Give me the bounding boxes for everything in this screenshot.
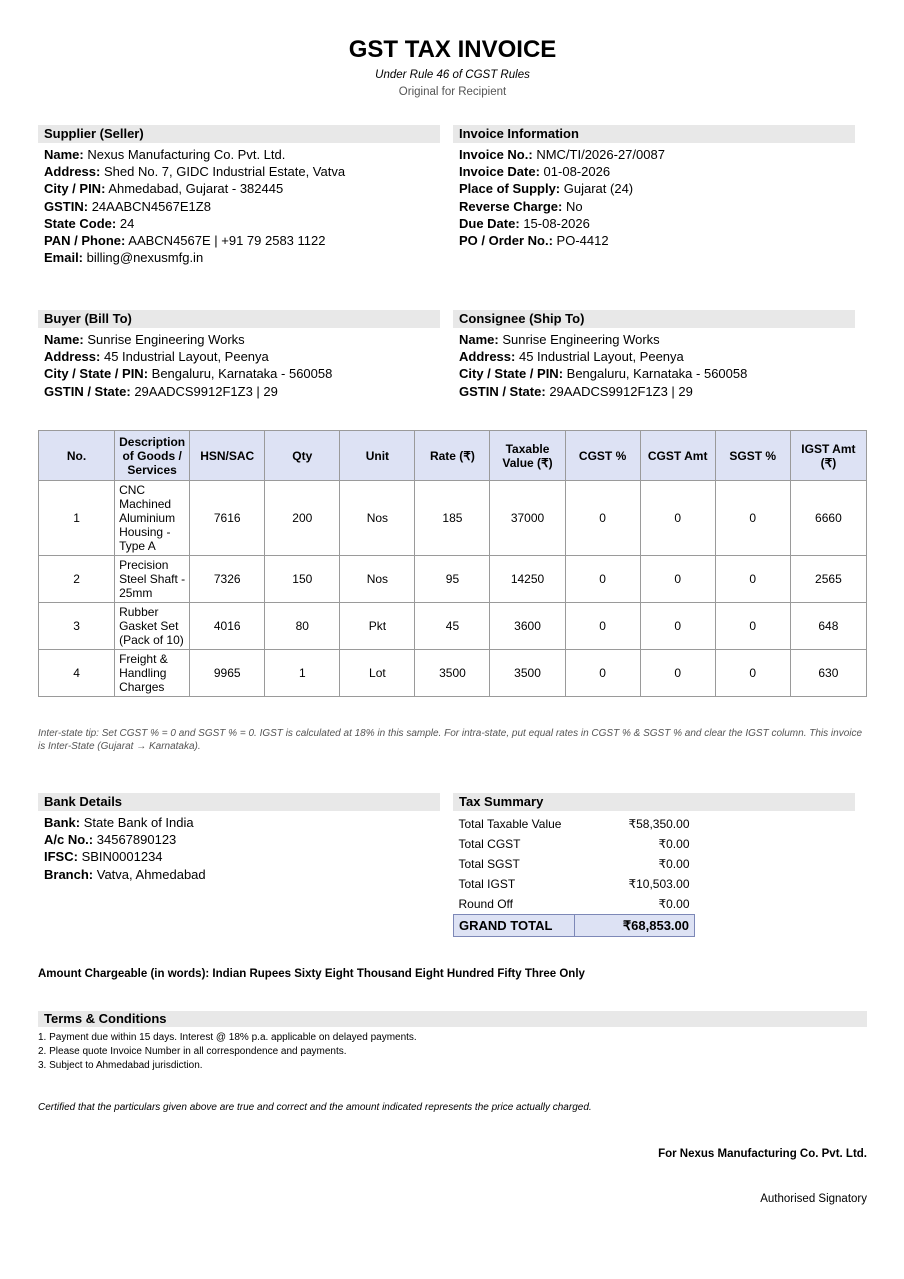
grand-total-label: GRAND TOTAL [454, 915, 575, 937]
detail-value: SBIN0001234 [81, 849, 163, 865]
item-description: Precision Steel Shaft - 25mm [115, 556, 190, 603]
items-header-row [39, 431, 867, 481]
invoice-info-heading: Invoice Information [453, 125, 855, 143]
consignee-heading: Consignee (Ship To) [453, 310, 855, 328]
buyer-details [38, 328, 440, 400]
table-row [39, 603, 867, 650]
item-unit: Pkt [340, 603, 415, 650]
item-cgst-amount: 0 [640, 603, 715, 650]
terms-heading: Terms & Conditions [38, 1011, 867, 1027]
detail-label: Address: [44, 349, 101, 365]
item-hsn: 7616 [190, 481, 265, 556]
item-cgst-amount: 0 [640, 556, 715, 603]
col-header: SGST % [715, 431, 790, 481]
detail-row [459, 331, 849, 348]
terms-item: 3. Subject to Ahmedabad jurisdiction. [38, 1060, 203, 1071]
detail-value: Bengaluru, Karnataka - 560058 [566, 366, 748, 382]
supplier-heading: Supplier (Seller) [38, 125, 440, 143]
detail-label: IFSC: [44, 849, 78, 865]
item-taxable-value: 14250 [490, 556, 565, 603]
table-row [39, 481, 867, 556]
invoice-info-details [453, 143, 855, 249]
consignee-section [453, 310, 855, 400]
bank-section [38, 793, 440, 883]
tax-amount: ₹0.00 [658, 897, 690, 911]
col-header: HSN/SAC [190, 431, 265, 481]
col-header: Rate (₹) [415, 431, 490, 481]
supplier-section [38, 125, 440, 266]
item-qty: 1 [265, 650, 340, 697]
item-rate: 185 [415, 481, 490, 556]
detail-label: PAN / Phone: [44, 233, 126, 249]
detail-row [44, 215, 434, 232]
detail-value: Vatva, Ahmedabad [96, 866, 206, 882]
item-igst-amount: 2565 [790, 556, 866, 603]
item-hsn: 7326 [190, 556, 265, 603]
buyer-section [38, 310, 440, 400]
detail-label: State Code: [44, 215, 117, 231]
item-cgst-rate: 0 [565, 481, 640, 556]
item-rate: 95 [415, 556, 490, 603]
col-header: No. [39, 431, 115, 481]
detail-value: Sunrise Engineering Works [87, 332, 245, 347]
tax-label: Total Taxable Value [458, 817, 562, 831]
detail-row [44, 232, 434, 249]
detail-label: A/c No.: [44, 832, 94, 848]
item-igst-amount: 630 [790, 650, 866, 697]
detail-label: Name: [44, 147, 84, 162]
for-company-label: For Nexus Manufacturing Co. Pvt. Ltd. [658, 1148, 867, 1160]
detail-row [459, 163, 849, 180]
item-unit: Nos [340, 481, 415, 556]
detail-label: GSTIN: [44, 198, 89, 214]
detail-label: City / State / PIN: [44, 366, 149, 382]
detail-label: GSTIN / State: [459, 383, 546, 399]
tax-summary-table [453, 814, 695, 937]
col-header: Qty [265, 431, 340, 481]
item-no: 2 [39, 556, 115, 603]
detail-label: Invoice No.: [459, 147, 533, 162]
item-qty: 80 [265, 603, 340, 650]
detail-label: Place of Supply: [459, 181, 561, 197]
detail-label: City / PIN: [44, 181, 106, 197]
item-description: Rubber Gasket Set (Pack of 10) [115, 603, 190, 650]
col-header: Unit [340, 431, 415, 481]
col-header: Description of Goods / Services [115, 431, 190, 481]
detail-row [44, 814, 434, 831]
detail-value: No [565, 198, 583, 214]
item-sgst-rate: 0 [715, 481, 790, 556]
detail-value: Shed No. 7, GIDC Industrial Estate, Vatva [103, 164, 346, 180]
invoice-info-section [453, 125, 855, 249]
detail-value: Nexus Manufacturing Co. Pvt. Ltd. [87, 147, 286, 162]
col-header: CGST Amt [640, 431, 715, 481]
item-unit: Lot [340, 650, 415, 697]
buyer-heading: Buyer (Bill To) [38, 310, 440, 328]
item-hsn: 4016 [190, 603, 265, 650]
item-igst-amount: 648 [790, 603, 866, 650]
detail-label: Due Date: [459, 215, 520, 231]
tax-label: Round Off [458, 897, 513, 911]
item-no: 1 [39, 481, 115, 556]
detail-label: Name: [459, 332, 499, 347]
detail-value: Bengaluru, Karnataka - 560058 [151, 366, 333, 382]
detail-row [459, 180, 849, 197]
detail-row [459, 348, 849, 365]
grand-total-row [454, 915, 695, 937]
tax-summary-row [454, 874, 695, 894]
item-unit: Nos [340, 556, 415, 603]
tax-summary-row [454, 894, 695, 915]
col-header: Taxable Value (₹) [490, 431, 565, 481]
detail-row [459, 146, 849, 163]
table-row [39, 556, 867, 603]
detail-value: 34567890123 [96, 832, 177, 848]
bank-heading: Bank Details [38, 793, 440, 811]
grand-total-value: ₹68,853.00 [575, 915, 695, 937]
tax-amount: ₹0.00 [658, 837, 690, 851]
item-rate: 45 [415, 603, 490, 650]
supplier-details [38, 143, 440, 266]
detail-value: 01-08-2026 [543, 164, 611, 180]
item-taxable-value: 3500 [490, 650, 565, 697]
detail-label: Branch: [44, 866, 94, 882]
invoice-title: GST TAX INVOICE [348, 36, 557, 63]
item-qty: 200 [265, 481, 340, 556]
detail-row [44, 198, 434, 215]
item-description: Freight & Handling Charges [115, 650, 190, 697]
detail-row [44, 848, 434, 865]
col-header: IGST Amt (₹) [790, 431, 866, 481]
tax-amount: ₹0.00 [658, 857, 690, 871]
detail-value: Gujarat (24) [563, 181, 634, 197]
detail-row [44, 365, 434, 382]
detail-value: Ahmedabad, Gujarat - 382445 [108, 181, 284, 197]
item-cgst-rate: 0 [565, 603, 640, 650]
tax-label: Total CGST [458, 837, 521, 851]
detail-value: 15-08-2026 [523, 215, 590, 231]
detail-value: 45 Industrial Layout, Peenya [103, 349, 269, 365]
tax-amount: ₹58,350.00 [628, 817, 690, 831]
item-no: 4 [39, 650, 115, 697]
item-rate: 3500 [415, 650, 490, 697]
detail-row [459, 198, 849, 215]
detail-row [44, 180, 434, 197]
item-igst-amount: 6660 [790, 481, 866, 556]
tax-amount: ₹10,503.00 [628, 877, 690, 891]
item-taxable-value: 3600 [490, 603, 565, 650]
detail-value: 24AABCN4567E1Z8 [91, 198, 211, 214]
tax-label: Total SGST [458, 857, 520, 871]
detail-label: Name: [44, 332, 84, 347]
item-taxable-value: 37000 [490, 481, 565, 556]
detail-row [459, 232, 849, 249]
items-table [38, 430, 867, 697]
detail-row [44, 831, 434, 848]
items-body [39, 481, 867, 697]
detail-value: 45 Industrial Layout, Peenya [518, 349, 684, 365]
item-no: 3 [39, 603, 115, 650]
item-cgst-amount: 0 [640, 650, 715, 697]
detail-row [44, 249, 434, 266]
bank-details [38, 811, 440, 883]
detail-label: Address: [44, 164, 101, 180]
certification-text: Certified that the particulars given above are true and correct and the amount indicated represents the price actually charged. [38, 1102, 592, 1113]
detail-value: 29AADCS9912F1Z3 | 29 [549, 383, 693, 399]
tax-summary-row [454, 834, 695, 854]
copy-label: Original for Recipient [398, 86, 507, 98]
detail-row [44, 163, 434, 180]
detail-row [44, 331, 434, 348]
terms-list [38, 1031, 417, 1073]
tax-summary-row [454, 814, 695, 834]
detail-value: 24 [119, 215, 135, 231]
detail-value: State Bank of India [83, 815, 194, 830]
item-cgst-amount: 0 [640, 481, 715, 556]
item-qty: 150 [265, 556, 340, 603]
terms-item: 2. Please quote Invoice Number in all correspondence and payments. [38, 1046, 347, 1057]
detail-value: NMC/TI/2026-27/0087 [536, 147, 665, 162]
detail-label: City / State / PIN: [459, 366, 564, 382]
inter-state-tip: Inter-state tip: Set CGST % = 0 and SGST % = 0. IGST is calculated at 18% in this sample. For intra-state, put equal rates in CGST % & SGST % and clear the IGST column. This invoice is Inter-State (Gujarat → Karnataka). [38, 728, 863, 752]
tax-summary-heading: Tax Summary [453, 793, 855, 811]
detail-row [44, 348, 434, 365]
detail-row [459, 383, 849, 400]
tax-label: Total IGST [458, 877, 516, 891]
detail-label: Email: [44, 250, 84, 266]
detail-value: 29AADCS9912F1Z3 | 29 [134, 383, 278, 399]
consignee-details [453, 328, 855, 400]
detail-label: Address: [459, 349, 516, 365]
detail-row [459, 215, 849, 232]
tax-summary-row [454, 854, 695, 874]
authorised-signatory: Authorised Signatory [760, 1193, 867, 1205]
detail-value: Sunrise Engineering Works [502, 332, 660, 347]
detail-value: AABCN4567E | +91 79 2583 1122 [128, 233, 326, 249]
amount-in-words: Amount Chargeable (in words): Indian Rupees Sixty Eight Thousand Eight Hundred Fifty Three Only [38, 968, 585, 980]
terms-item: 1. Payment due within 15 days. Interest @ 18% p.a. applicable on delayed payments. [38, 1032, 417, 1043]
detail-label: Reverse Charge: [459, 198, 563, 214]
detail-label: Invoice Date: [459, 164, 540, 180]
detail-value: billing@nexusmfg.in [86, 250, 204, 266]
item-cgst-rate: 0 [565, 556, 640, 603]
detail-row [459, 365, 849, 382]
col-header: CGST % [565, 431, 640, 481]
table-row [39, 650, 867, 697]
item-sgst-rate: 0 [715, 603, 790, 650]
detail-label: PO / Order No.: [459, 233, 553, 249]
detail-row [44, 866, 434, 883]
invoice-subtitle: Under Rule 46 of CGST Rules [375, 69, 530, 81]
item-sgst-rate: 0 [715, 650, 790, 697]
detail-label: GSTIN / State: [44, 383, 131, 399]
detail-row [44, 146, 434, 163]
detail-row [44, 383, 434, 400]
item-description: CNC Machined Aluminium Housing - Type A [115, 481, 190, 556]
item-hsn: 9965 [190, 650, 265, 697]
detail-label: Bank: [44, 815, 81, 830]
item-cgst-rate: 0 [565, 650, 640, 697]
item-sgst-rate: 0 [715, 556, 790, 603]
detail-value: PO-4412 [556, 233, 609, 249]
tax-summary-section [453, 793, 855, 937]
